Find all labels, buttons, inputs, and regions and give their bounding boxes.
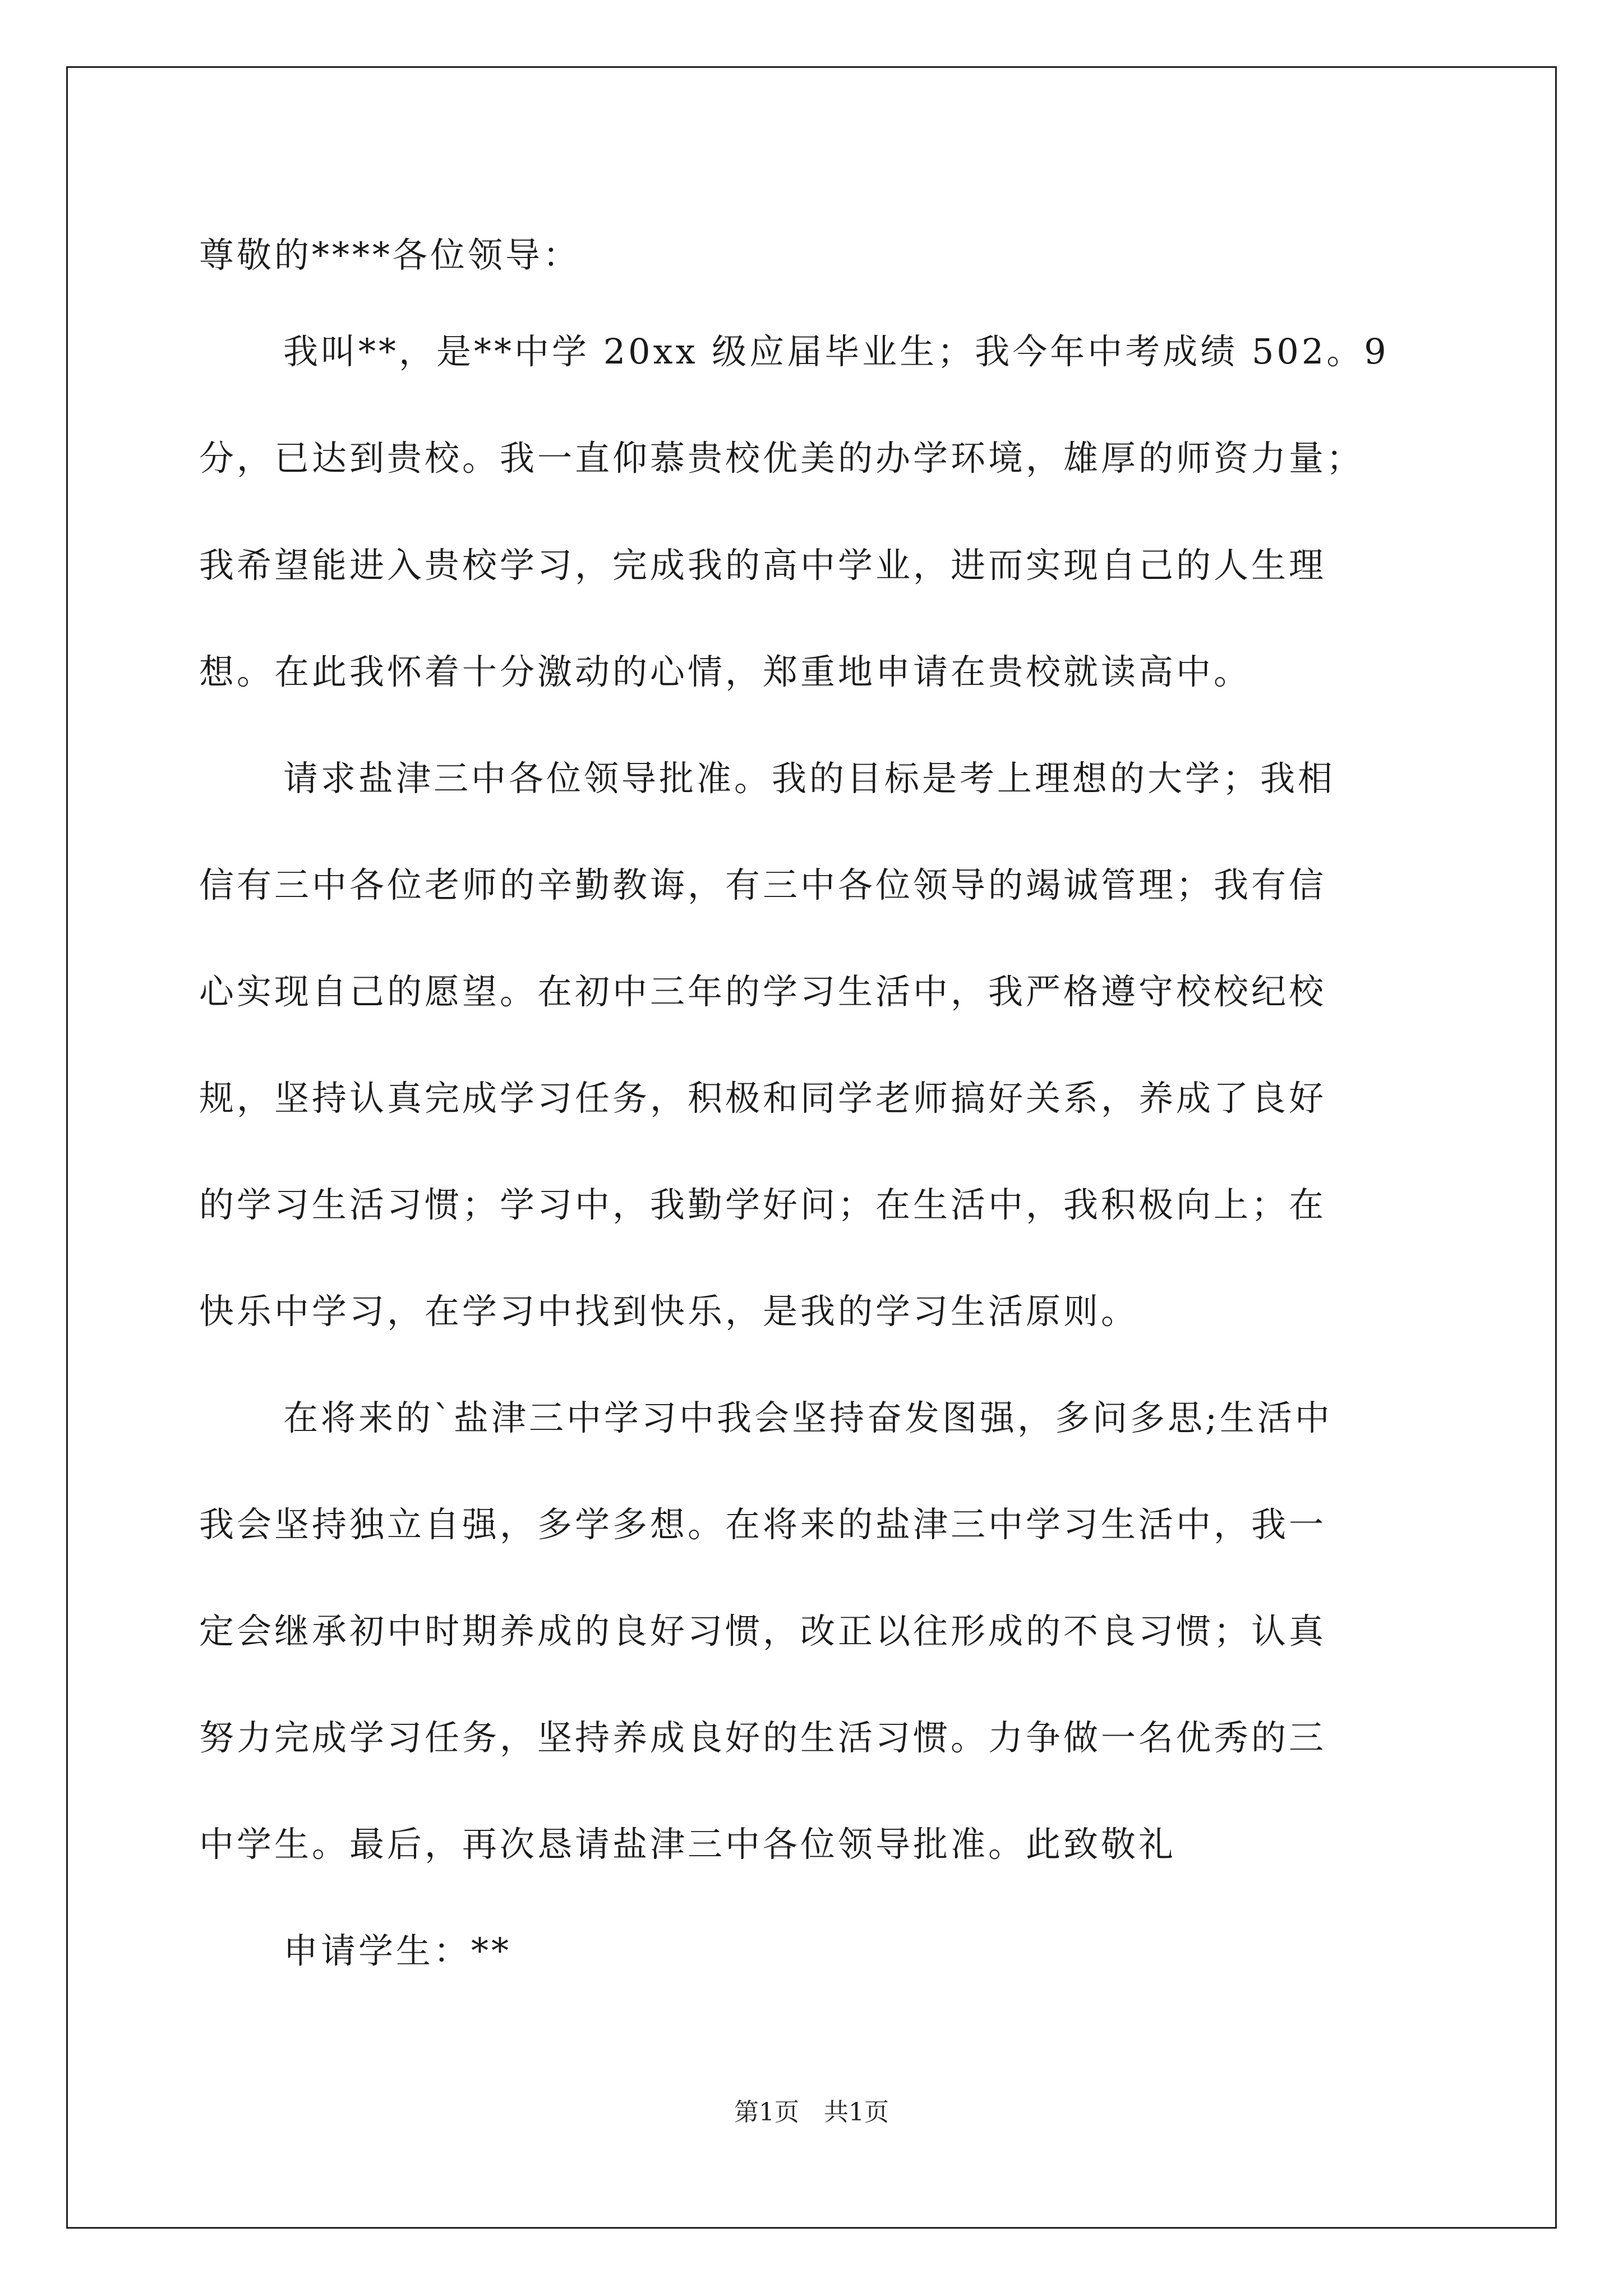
page-number: 第1页 共1页 — [734, 2098, 889, 2127]
paragraph-2-line-5: 的学习生活习惯；学习中，我勤学好问；在生活中，我积极向上；在 — [199, 1184, 1327, 1225]
paragraph-1-line-4: 想。在此我怀着十分激动的心情，郑重地申请在贵校就读高中。 — [199, 651, 1252, 692]
paragraph-2-line-4: 规，坚持认真完成学习任务，积极和同学老师搞好关系，养成了良好 — [199, 1078, 1327, 1119]
paragraph-2-line-2: 信有三中各位老师的辛勤教诲，有三中各位领导的竭诚管理；我有信 — [199, 864, 1327, 905]
paragraph-3-line-5: 中学生。最后，再次恳请盐津三中各位领导批准。此致敬礼 — [199, 1824, 1177, 1865]
paragraph-1-line-3: 我希望能进入贵校学习，完成我的高中学业，进而实现自己的人生理 — [199, 545, 1327, 586]
salutation: 尊敬的****各位领导： — [199, 234, 581, 275]
page-border — [66, 66, 1557, 2229]
paragraph-3-line-1: 在将来的`盐津三中学习中我会坚持奋发图强，多问多思;生活中 — [283, 1397, 1332, 1438]
paragraph-3-line-4: 努力完成学习任务，坚持养成良好的生活习惯。力争做一名优秀的三 — [199, 1717, 1327, 1758]
paragraph-2-line-6: 快乐中学习，在学习中找到快乐，是我的学习生活原则。 — [199, 1291, 1139, 1332]
paragraph-2-line-1: 请求盐津三中各位领导批准。我的目标是考上理想的大学；我相 — [283, 758, 1336, 799]
paragraph-1-line-1: 我叫**，是**中学 20xx 级应届毕业生；我今年中考成绩 502。9 — [283, 331, 1389, 372]
signature-line: 申请学生：** — [283, 1930, 512, 1971]
paragraph-1-line-2: 分，已达到贵校。我一直仰慕贵校优美的办学环境，雄厚的师资力量； — [199, 438, 1364, 478]
paragraph-3-line-3: 定会继承初中时期养成的良好习惯，改正以往形成的不良习惯；认真 — [199, 1611, 1327, 1651]
paragraph-2-line-3: 心实现自己的愿望。在初中三年的学习生活中，我严格遵守校校纪校 — [199, 971, 1327, 1012]
paragraph-3-line-2: 我会坚持独立自强，多学多想。在将来的盐津三中学习生活中，我一 — [199, 1504, 1327, 1545]
